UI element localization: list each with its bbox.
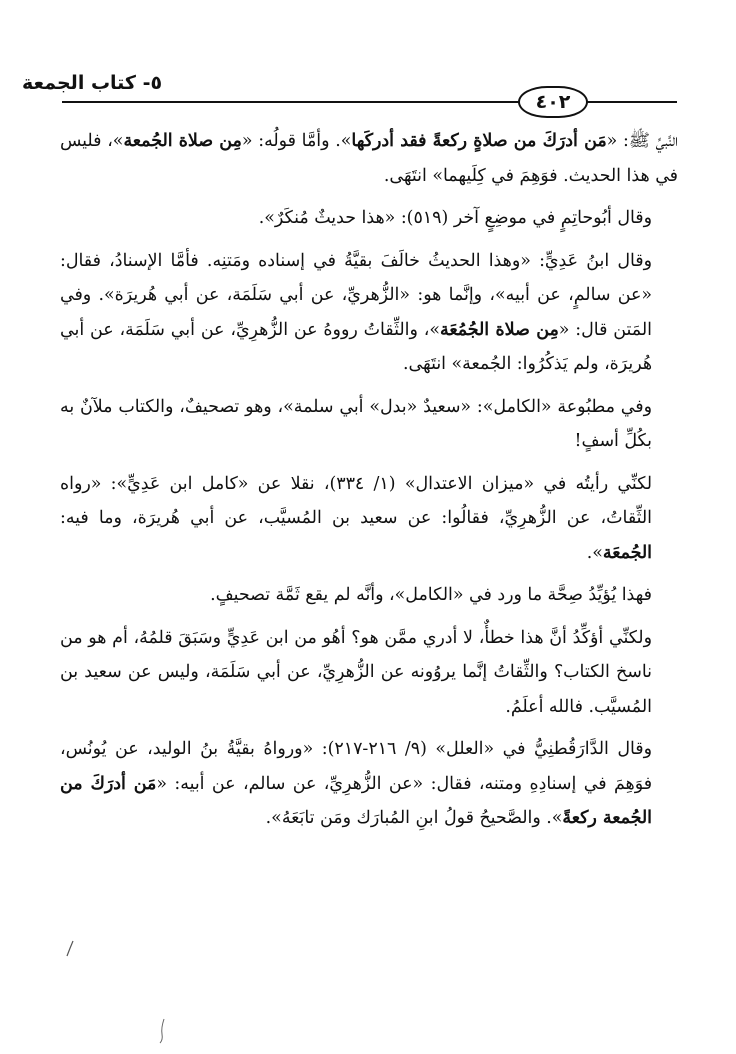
text-run: فهذا يُؤيِّدُ صِحَّة ما ورد في «الكامل»، وأنَّه لم يقع ثَمَّة تصحيفٍ. [210, 585, 652, 605]
bold-quote: مَن أدرَكَ من الجُمعة ركعةً [60, 773, 652, 828]
page-number: ٤٠٢ [518, 86, 588, 118]
paragraph [60, 244, 678, 382]
paragraph [60, 621, 678, 725]
text-run: وقال أبُوحاتِمٍ في موضِعٍ آخر (٥١٩): «هذا حديثٌ مُنكَرٌ». [258, 208, 652, 228]
pen-mark-bottom [156, 1018, 170, 1044]
paragraph [60, 578, 678, 613]
text-run: »، فليس في هذا الحديث. فوَهِمَ في كِلَيهما» انتَهَى. [60, 131, 678, 186]
paragraph [60, 732, 678, 836]
text-run: وقال الدَّارَقُطنِيُّ في «العلل» (٩/ ٢١٦-٢١٧): «ورواهُ بقيَّةُ بنُ الوليد، عن يُونُس، فوَهِمَ في إسنادِهِ ومتنه، فقال: «عن الزُّهرِيِّ، عن سالم، عن أبيه: « [60, 739, 653, 794]
bold-quote: الجُمعَة [602, 542, 652, 563]
text-run: ولكنِّي أؤكِّدُ أنَّ هذا خطأٌ، لا أدري ممَّن هو؟ أهُو من ابن عَدِيٍّ وسَبَقَ قلمُهُ، أم هو من ناسخ الكتاب؟ والثِّقاتُ إنَّما يروُونه عن الزُّهرِيِّ، عن أبي سَلَمَة، وليس عن سعيد بن المُسيَّب. فالله أعلَمُ. [60, 627, 652, 717]
text-run: وفي مطبُوعة «الكامل»: «سعيدٌ «بدل» أبي سلمة»، وهو تصحيفٌ، والكتاب ملآنٌ به بكُلِّ أسفٍ! [60, 396, 652, 451]
text-run: ». والصَّحيحُ قولُ ابنِ المُبارَك ومَن تابَعَهُ». [265, 808, 563, 828]
text-run: النَّبيِّ ﷺ: « [606, 131, 679, 151]
bold-quote: مِن صلاة الجُمعة [123, 131, 242, 151]
text-run: »، والثِّقاتُ رووهُ عن الزُّهرِيِّ، عن أبي سَلَمَة، عن أبي هُريرَة، ولم يَذكُرُوا: الجُمعة» انتَهَى. [60, 319, 652, 374]
body-text [60, 124, 678, 844]
text-run: وقال ابنُ عَدِيٍّ: «وهذا الحديثُ خالَفَ بقيَّةُ في إسناده ومَتنِه. فأمَّا الإسنادُ، فقال: «عن سالمٍ، عن أبيه»، وإنَّما هو: «الزُّهريِّ، عن أبي سَلَمَة، عن أبي هُريرَة». وفي المَتن قال: « [60, 250, 652, 340]
text-run: ». وأمَّا قولُه: « [241, 131, 352, 151]
pen-mark-margin [64, 940, 76, 958]
paragraph [60, 467, 678, 571]
paragraph [60, 390, 678, 459]
bold-quote: مِن صلاة الجُمُعَة [440, 319, 559, 340]
paragraph [60, 124, 678, 193]
chapter-title: ٥- كتاب الجمعة [22, 72, 163, 94]
paragraph [60, 201, 678, 236]
bold-quote: مَن أدرَكَ من صلاةٍ ركعةً فقد أدركَها [351, 131, 607, 151]
text-run: لكنِّي رأيتُه في «ميزان الاعتدال» (١/ ٣٣٤)، نقلا عن «كامل ابن عَدِيٍّ»: «رواه الثِّقاتُ، عن الزُّهرِيِّ، فقالُوا: عن سعيد بن المُسيَّب، عن أبي هُريرَة، وما فيه: [60, 473, 653, 528]
text-run: ». [586, 542, 603, 563]
